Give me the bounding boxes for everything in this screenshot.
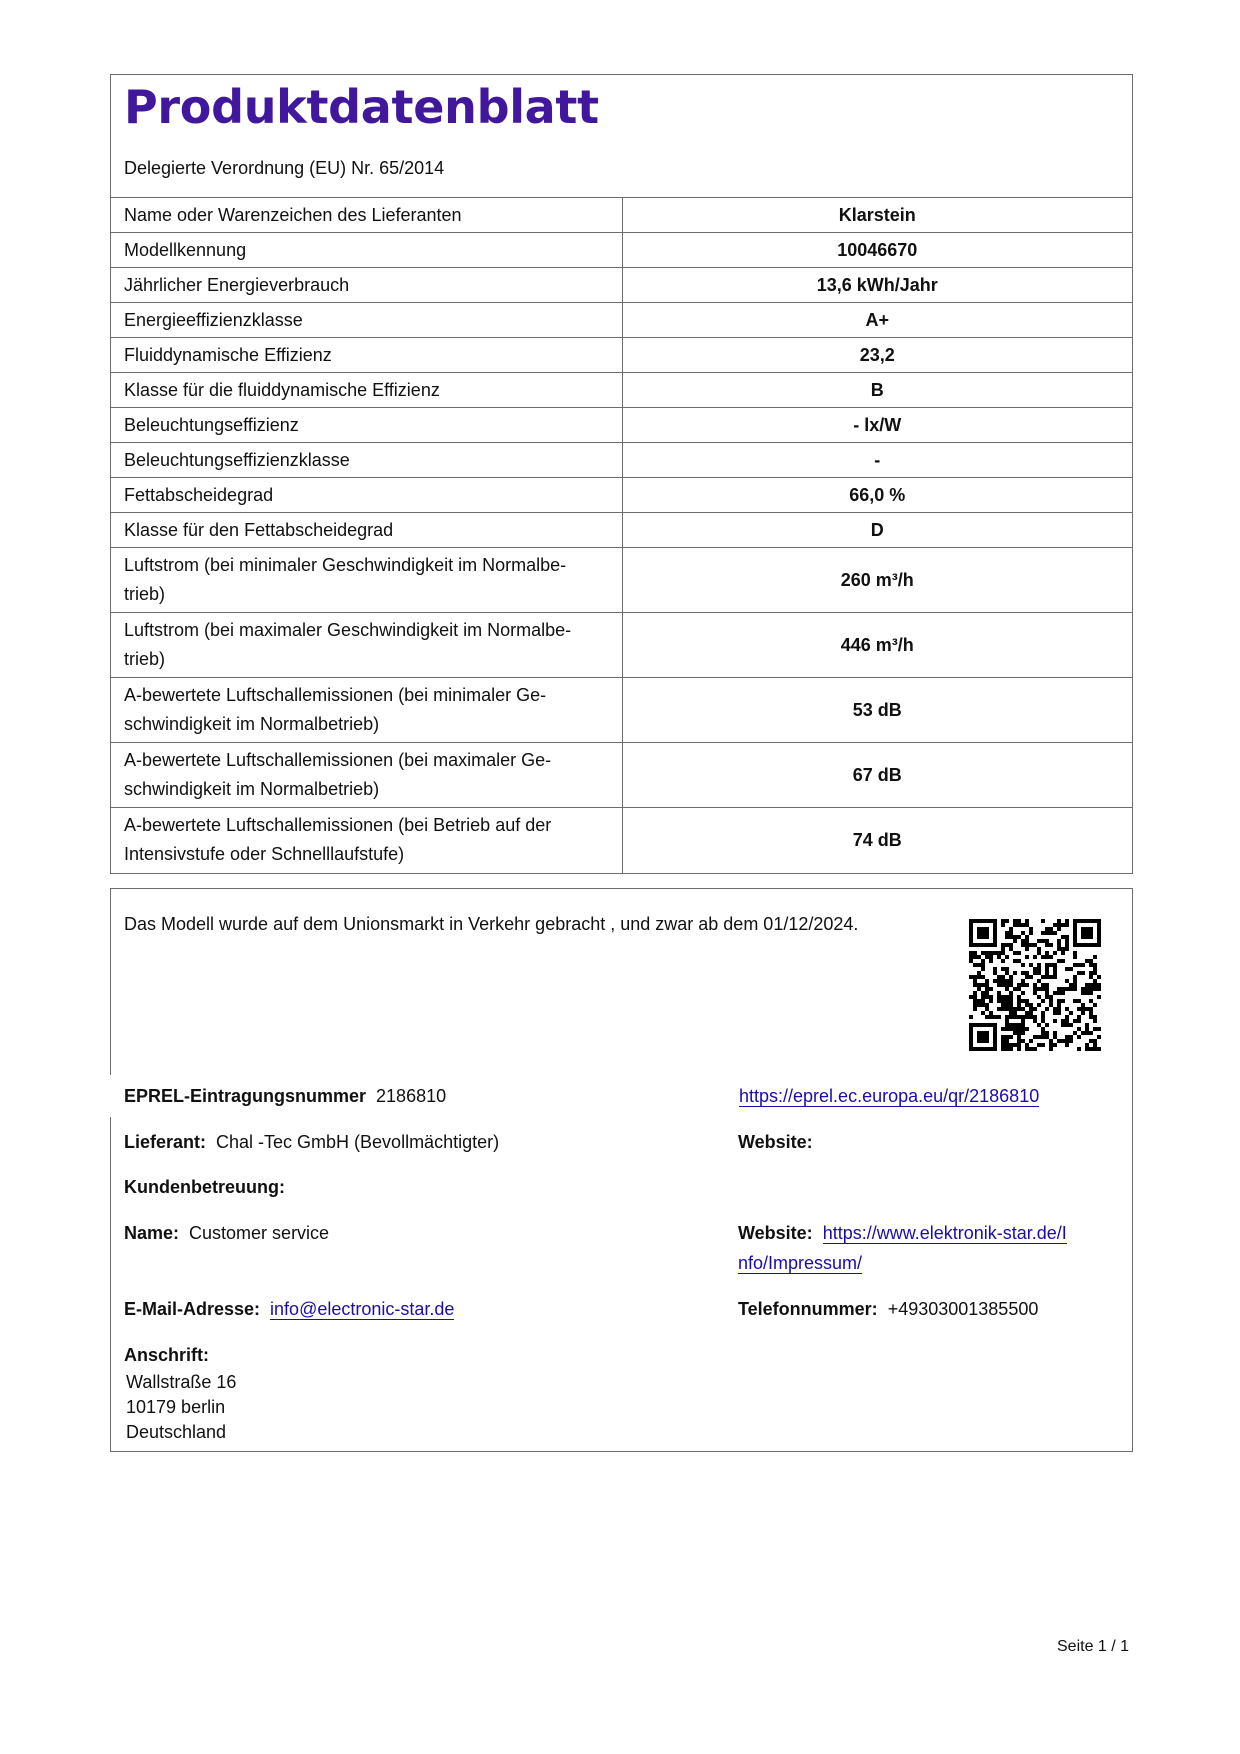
address-heading-row <box>124 1340 219 1370</box>
row-value: B <box>622 373 1132 408</box>
product-data-sheet-box <box>110 74 1133 874</box>
table-row <box>111 443 1132 478</box>
row-label: Fettabscheidegrad <box>111 478 622 513</box>
row-label: Beleuchtungseffizienz <box>111 408 622 443</box>
page-number: Seite 1 / 1 <box>1057 1638 1130 1655</box>
spec-table <box>111 197 1132 873</box>
table-row <box>111 513 1132 548</box>
row-label: A-bewertete Luftschallemissionen (bei Betrieb auf der Intensivstufe oder Schnelllaufstufe) <box>111 808 622 873</box>
row-label: Luftstrom (bei minimaler Geschwindigkeit im Normalbe- trieb) <box>111 548 622 613</box>
contact-website-row <box>738 1218 1067 1248</box>
row-value: 10046670 <box>622 233 1132 268</box>
eprel-link-row <box>739 1081 1039 1111</box>
email-row <box>124 1294 454 1324</box>
customer-service-label: Kundenbetreuung: <box>124 1177 285 1197</box>
supplier-value: Chal -Tec GmbH (Bevollmächtigter) <box>216 1132 500 1152</box>
contact-name-row <box>124 1218 329 1248</box>
row-label: Klasse für den Fettabscheidegrad <box>111 513 622 548</box>
address-block <box>126 1370 236 1445</box>
contact-website-row-continued <box>738 1248 862 1278</box>
contact-website-label: Website: <box>738 1223 813 1243</box>
row-value: 66,0 % <box>622 478 1132 513</box>
supplier-info-box <box>110 888 1133 1452</box>
row-value: Klarstein <box>622 198 1132 233</box>
qr-code-icon <box>969 919 1101 1051</box>
row-value: 74 dB <box>622 808 1132 873</box>
row-value: 23,2 <box>622 338 1132 373</box>
row-value: - <box>622 443 1132 478</box>
eprel-label: EPREL-Eintragungsnummer <box>124 1086 367 1106</box>
row-label: Klasse für die fluiddynamische Effizienz <box>111 373 622 408</box>
email-label: E-Mail-Adresse: <box>124 1299 261 1319</box>
row-value: A+ <box>622 303 1132 338</box>
address-label: Anschrift: <box>124 1345 209 1365</box>
supplier-row <box>124 1127 499 1157</box>
supplier-label: Lieferant: <box>124 1132 207 1152</box>
table-row <box>111 268 1132 303</box>
contact-website-link-continued[interactable]: nfo/Impressum/ <box>738 1253 863 1273</box>
contact-name-label: Name: <box>124 1223 180 1243</box>
page-title: Produktdatenblatt <box>124 80 599 134</box>
address-city: 10179 berlin <box>126 1397 226 1417</box>
supplier-website-row <box>738 1127 823 1157</box>
row-label: Modellkennung <box>111 233 622 268</box>
market-placement-text: Das Modell wurde auf dem Unionsmarkt in Verkehr gebracht , und zwar ab dem 01/12/2024. <box>124 914 859 934</box>
contact-website-link[interactable]: https://www.elektronik-star.de/I <box>822 1223 1067 1243</box>
eprel-link[interactable]: https://eprel.ec.europa.eu/qr/2186810 <box>739 1086 1040 1106</box>
row-value: 13,6 kWh/Jahr <box>622 268 1132 303</box>
table-row <box>111 613 1132 678</box>
table-row <box>111 408 1132 443</box>
row-value: 260 m³/h <box>622 548 1132 613</box>
row-label: Beleuchtungseffizienzklasse <box>111 443 622 478</box>
row-label: Jährlicher Energieverbrauch <box>111 268 622 303</box>
table-row <box>111 338 1132 373</box>
table-row <box>111 233 1132 268</box>
contact-name-value: Customer service <box>189 1223 330 1243</box>
customer-service-row <box>124 1172 295 1202</box>
table-row <box>111 303 1132 338</box>
row-label: Energieeffizienzklasse <box>111 303 622 338</box>
address-street: Wallstraße 16 <box>126 1372 237 1392</box>
row-label: Name oder Warenzeichen des Lieferanten <box>111 198 622 233</box>
row-label: Fluiddynamische Effizienz <box>111 338 622 373</box>
row-value: - lx/W <box>622 408 1132 443</box>
eprel-value: 2186810 <box>376 1086 447 1106</box>
row-value: 446 m³/h <box>622 613 1132 678</box>
phone-row <box>738 1294 1038 1324</box>
table-row <box>111 478 1132 513</box>
table-row <box>111 808 1132 873</box>
table-row <box>111 548 1132 613</box>
row-label: A-bewertete Luftschallemissionen (bei minimaler Ge- schwindigkeit im Normalbetrieb) <box>111 678 622 743</box>
row-value: 67 dB <box>622 743 1132 808</box>
table-row <box>111 373 1132 408</box>
phone-value: +49303001385500 <box>887 1299 1039 1319</box>
regulation-subtitle: Delegierte Verordnung (EU) Nr. 65/2014 <box>124 158 445 178</box>
eprel-row <box>124 1081 446 1111</box>
row-label: A-bewertete Luftschallemissionen (bei maximaler Ge- schwindigkeit im Normalbetrieb) <box>111 743 622 808</box>
table-row <box>111 678 1132 743</box>
row-value: 53 dB <box>622 678 1132 743</box>
row-label: Luftstrom (bei maximaler Geschwindigkeit im Normalbe- trieb) <box>111 613 622 678</box>
phone-label: Telefonnummer: <box>738 1299 878 1319</box>
row-value: D <box>622 513 1132 548</box>
email-link[interactable]: info@electronic-star.de <box>270 1299 455 1319</box>
supplier-website-label: Website: <box>738 1132 813 1152</box>
address-country: Deutschland <box>126 1422 227 1442</box>
table-row <box>111 743 1132 808</box>
table-row <box>111 198 1132 233</box>
